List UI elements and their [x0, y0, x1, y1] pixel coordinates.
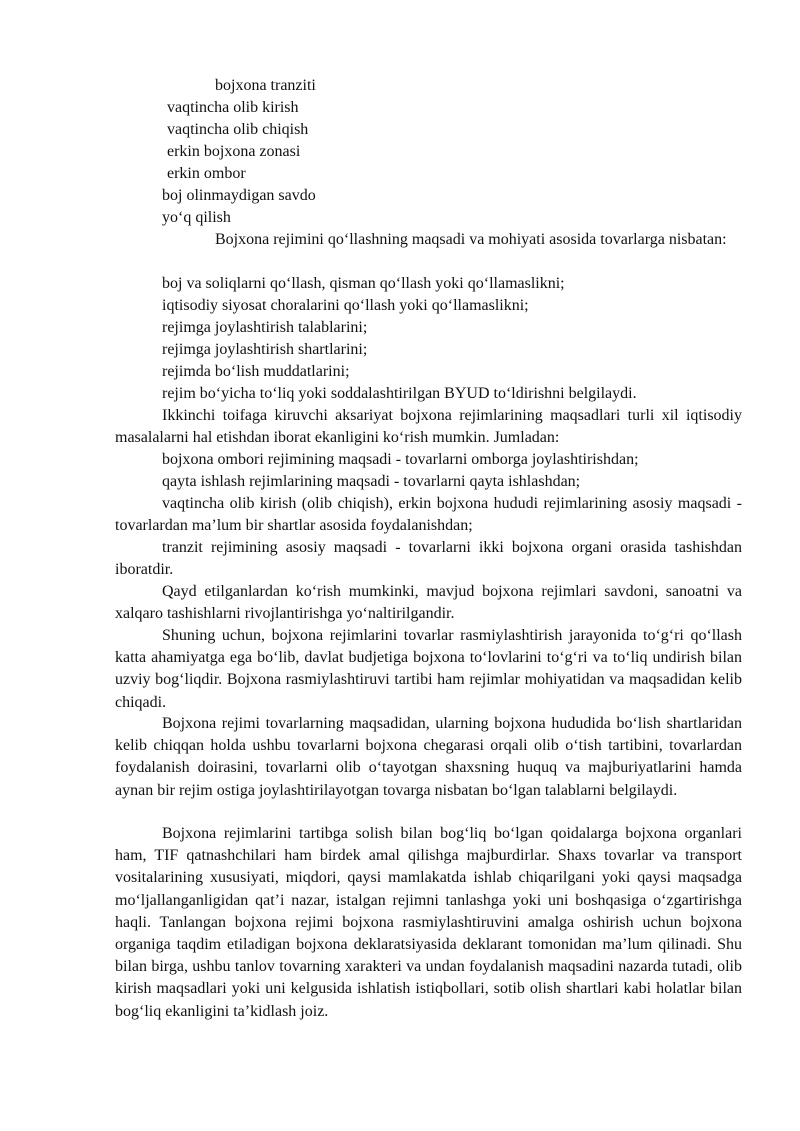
list-item: bojxona ombori rejimining maqsadi - tovarlarni omborga joylashtirishdan; — [162, 451, 639, 468]
list-item: yo‘q qilish — [162, 209, 231, 226]
intro-paragraph: Bojxona rejimini qo‘llashning maqsadi va mohiyati asosida tovarlarga nisbatan: — [215, 231, 727, 248]
paragraph: Ikkinchi toifaga kiruvchi aksariyat bojxona rejimlarining maqsadlari turli xil iqtisodiy masalalarni hal etishdan iborat ekanligini ko‘rish mumkin. Jumladan: — [115, 407, 742, 447]
paragraph: Shuning uchun, bojxona rejimlarini tovarlar rasmiylashtirish jarayonida to‘g‘ri qo‘llash katta ahamiyatga ega bo‘lib, davlat budjetiga bojxona to‘lovlarini to‘g‘ri va to‘liq undirish bilan uzviy bog‘liqdir. Bojxona rasmiylashtiruvi tartibi ham rejimlar mohiyatidan va maqsadidan kelib chiqadi. — [115, 627, 742, 711]
list-item: rejimga joylashtirish shartlarini; — [162, 341, 368, 358]
list-item: vaqtincha olib kirish — [167, 99, 299, 116]
list-item: tranzit rejimining asosiy maqsadi - tovarlarni ikki bojxona organi orasida tashishdan iboratdir. — [115, 539, 742, 579]
list-item: rejimda bo‘lish muddatlarini; — [162, 363, 350, 380]
list-item: rejim bo‘yicha to‘liq yoki soddalashtirilgan BYUD to‘ldirishni belgilaydi. — [162, 385, 637, 402]
list-item: rejimga joylashtirish talablarini; — [162, 319, 368, 336]
list-item: boj olinmaydigan savdo — [162, 187, 316, 204]
list-item: erkin ombor — [167, 165, 246, 182]
paragraph: Bojxona rejimi tovarlarning maqsadidan, ularning bojxona hududida bo‘lish shartlaridan kelib chiqqan holda ushbu tovarlarni bojxona chegarasi orqali olib o‘tish tartibini, tovarlardan foydalanish doirasini, tovarlarni olib o‘tayotgan shaxsning huquq va majburiyatlarini hamda aynan bir rejim ostiga joylashtirilayotgan tovarga nisbatan bo‘lgan talablarni belgilaydi. — [115, 715, 742, 799]
list-item: boj va soliqlarni qo‘llash, qisman qo‘llash yoki qo‘llamaslikni; — [162, 275, 565, 292]
list-item: vaqtincha olib kirish (olib chiqish), erkin bojxona hududi rejimlarining asosiy maqsadi - tovarlardan ma’lum bir shartlar asosida foydalanishdan; — [115, 495, 742, 535]
list-item: bojxona tranziti — [215, 77, 316, 94]
list-item: iqtisodiy siyosat choralarini qo‘llash yoki qo‘llamaslikni; — [162, 297, 529, 314]
paragraph: Qayd etilganlardan ko‘rish mumkinki, mavjud bojxona rejimlari savdoni, sanoatni va xalqaro tashishlarni rivojlantirishga yo‘naltirilgandir. — [115, 583, 742, 623]
list-item: vaqtincha olib chiqish — [167, 121, 309, 138]
paragraph: Bojxona rejimlarini tartibga solish bilan bog‘liq bo‘lgan qoidalarga bojxona organlari ham, TIF qatnashchilari ham birdek amal qilishga majburdirlar. Shaxs tovarlar va transport vositalarining xususiyati, miqdori, qaysi mamlakatda ishlab chiqarilgani yoki qaysi maqsadga mo‘ljallanganligidan qat’i nazar, istalgan rejimni tanlashga yoki uni boshqasiga o‘zgartirishga haqli. Tanlangan bojxona rejimi bojxona rasmiylashtiruvini amalga oshirish uchun bojxona organiga taqdim etiladigan bojxona deklaratsiyasida deklarant tomonidan ma’lum qilinadi. Shu bilan birga, ushbu tanlov tovarning xarakteri va undan foydalanish maqsadini nazarda tutadi, olib kirish maqsadlari yoki uni kelgusida ishlatish istiqbollari, sotib olish shartlari kabi holatlar bilan bog‘liq ekanligini ta’kidlash joiz. — [115, 825, 742, 1020]
list-item: qayta ishlash rejimlarining maqsadi - tovarlarni qayta ishlashdan; — [162, 473, 581, 490]
list-item: erkin bojxona zonasi — [167, 143, 301, 160]
